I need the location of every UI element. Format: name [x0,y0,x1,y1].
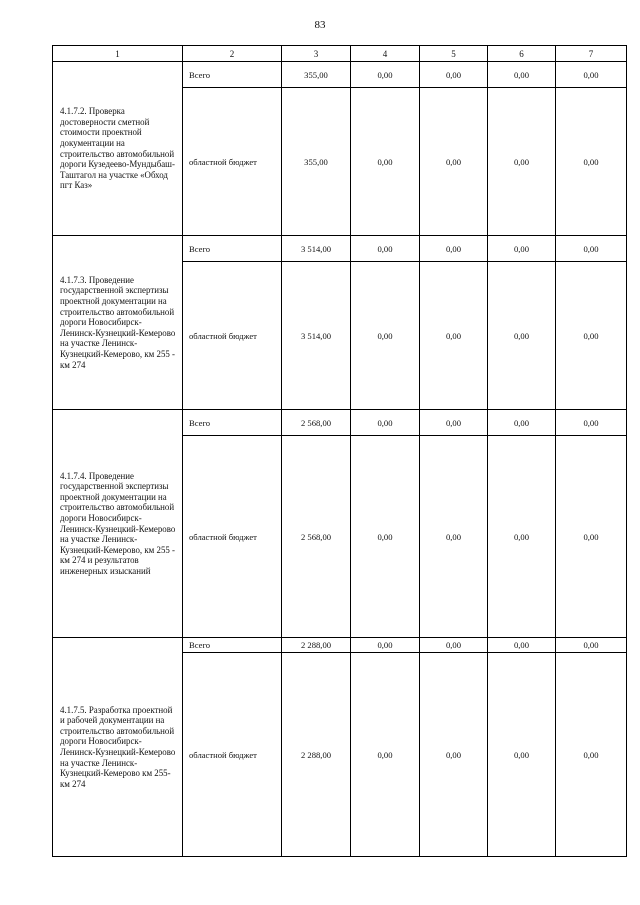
amount-year: 0,00 [420,436,488,638]
amount-year: 0,00 [488,436,556,638]
amount-year: 0,00 [556,638,627,653]
amount-year: 0,00 [556,88,627,236]
amount-total: 2 568,00 [282,410,351,436]
amount-total: 2 568,00 [282,436,351,638]
amount-year: 0,00 [556,653,627,857]
amount-year: 0,00 [556,410,627,436]
activity-name: 4.1.7.2. Проверка достоверности сметной стоимости проектной документации на строительство автомобильной дороги Кузедеево-Мундыбаш-Таштагол на участке «Обход пгт Каз» [53,62,183,236]
amount-year: 0,00 [351,62,420,88]
amount-year: 0,00 [556,62,627,88]
amount-year: 0,00 [488,410,556,436]
amount-year: 0,00 [351,436,420,638]
amount-year: 0,00 [351,236,420,262]
amount-total: 355,00 [282,88,351,236]
amount-year: 0,00 [420,236,488,262]
amount-year: 0,00 [556,436,627,638]
amount-total: 2 288,00 [282,653,351,857]
amount-total: 3 514,00 [282,262,351,410]
funding-source: Всего [183,410,282,436]
amount-year: 0,00 [420,410,488,436]
amount-year: 0,00 [420,88,488,236]
amount-year: 0,00 [488,88,556,236]
amount-year: 0,00 [420,262,488,410]
amount-year: 0,00 [351,262,420,410]
page-number: 83 [314,19,326,31]
amount-year: 0,00 [351,638,420,653]
activity-name: 4.1.7.3. Проведение государственной экспертизы проектной документации на строительство автомобильной дороги Новосибирск-Ленинск-Кузнецкий-Кемерово на участке Ленинск-Кузнецкий-Кемерово, км 255 - км 274 [53,236,183,410]
amount-year: 0,00 [556,236,627,262]
funding-source: Всего [183,638,282,653]
header-row [53,46,627,62]
amount-year: 0,00 [488,62,556,88]
column-header: 1 [53,46,183,62]
amount-total: 355,00 [282,62,351,88]
amount-year: 0,00 [420,62,488,88]
column-header: 4 [351,46,420,62]
funding-source: областной бюджет [183,436,282,638]
amount-year: 0,00 [556,262,627,410]
amount-year: 0,00 [420,638,488,653]
funding-source: областной бюджет [183,88,282,236]
activity-name: 4.1.7.5. Разработка проектной и рабочей документации на строительство автомобильной дороги Новосибирск-Ленинск-Кузнецкий-Кемерово на участке Ленинск-Кузнецкий-Кемерово км 255-км 274 [53,638,183,857]
amount-year: 0,00 [488,638,556,653]
activity-name: 4.1.7.4. Проведение государственной экспертизы проектной документации на строительство автомобильной дороги Новосибирск-Ленинск-Кузнецкий-Кемерово на участке Ленинск-Кузнецкий-Кемерово, км 255 - км 274 и результатов инженерных изысканий [53,410,183,638]
column-header: 6 [488,46,556,62]
amount-year: 0,00 [488,236,556,262]
funding-source: областной бюджет [183,653,282,857]
column-header: 2 [183,46,282,62]
amount-year: 0,00 [488,653,556,857]
amount-year: 0,00 [488,262,556,410]
table-row [53,236,627,262]
column-header: 7 [556,46,627,62]
funding-source: областной бюджет [183,262,282,410]
amount-year: 0,00 [351,410,420,436]
funding-source: Всего [183,236,282,262]
amount-year: 0,00 [351,88,420,236]
column-header: 5 [420,46,488,62]
column-header: 3 [282,46,351,62]
amount-total: 2 288,00 [282,638,351,653]
budget-table [52,45,627,857]
table-row [53,410,627,436]
table-row [53,638,627,653]
amount-total: 3 514,00 [282,236,351,262]
amount-year: 0,00 [351,653,420,857]
funding-source: Всего [183,62,282,88]
amount-year: 0,00 [420,653,488,857]
table-row [53,62,627,88]
